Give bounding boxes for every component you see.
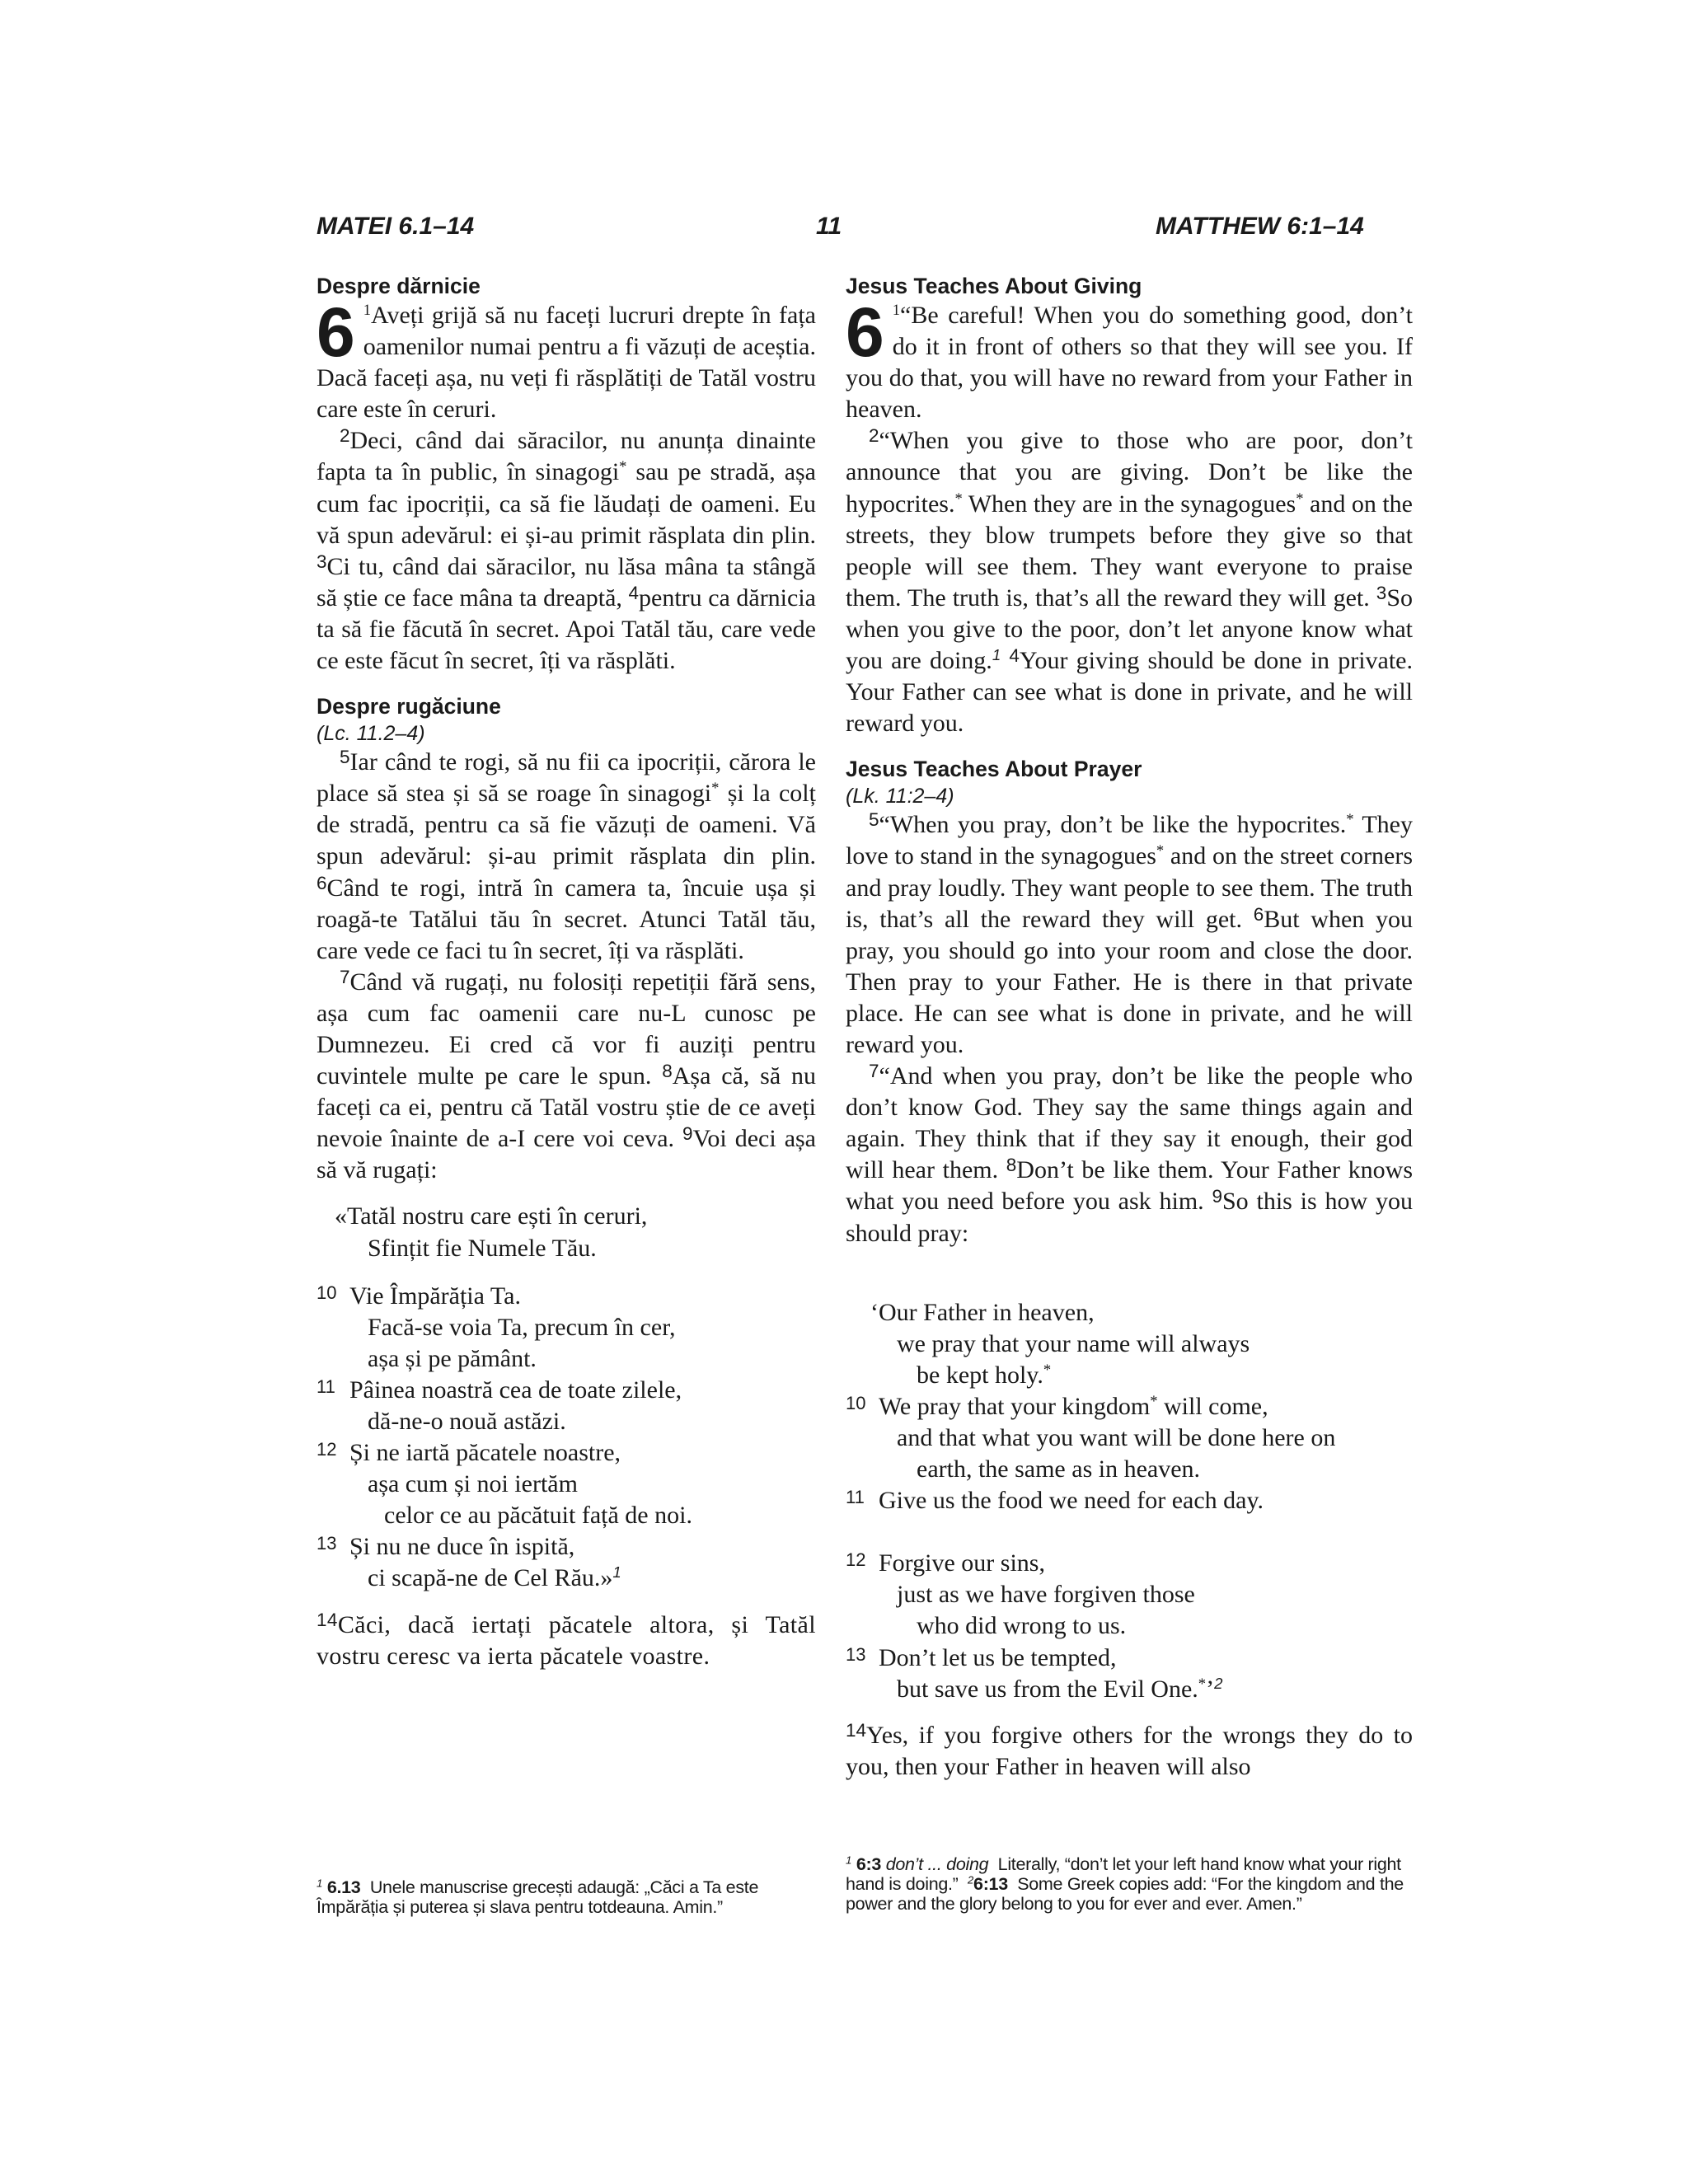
footnote-marker: 1 (846, 1854, 852, 1867)
verse-number: 13 (316, 1533, 337, 1554)
verse-5-6-ro (316, 747, 816, 967)
verse-number: 12 (316, 1439, 337, 1460)
footnote-marker: 1 (992, 645, 1001, 663)
english-column (846, 272, 1413, 1783)
verse-text: Ci tu, când dai săracilor, nu lăsa mâna ta stângă să știe ce face mâna ta dreaptă, (316, 552, 816, 612)
footnote-marker: 2 (967, 1873, 974, 1886)
glossary-mark: * (711, 780, 720, 797)
verse-number: 6 (1253, 903, 1264, 925)
verse-text: So when you give to the poor, don’t let anyone know what you are doing. (846, 583, 1413, 675)
closing-quote: ’ (1206, 1675, 1215, 1703)
prayer-line: Și ne iartă păcatele noastre, (349, 1439, 621, 1467)
verse-number: 2 (869, 425, 879, 447)
prayer-line: Give us the food we need for each day. (879, 1487, 1264, 1515)
prayer-line: who did wrong to us. (917, 1612, 1127, 1640)
section-heading-giving-en: Jesus Teaches About Giving (846, 274, 1142, 298)
page-number: 11 (816, 213, 842, 240)
verse-number: 7 (340, 966, 350, 987)
verse-2-4-en (846, 425, 1413, 739)
prayer-line: be kept holy. (917, 1361, 1043, 1389)
verse-number: 2 (340, 425, 350, 447)
verse-7-9-en (846, 1061, 1413, 1249)
verse-number: 13 (846, 1643, 866, 1665)
glossary-mark: * (1296, 490, 1304, 508)
verse-number: 14 (846, 1719, 867, 1741)
verse-text: “And when you pray, don’t be like the people who don’t know God. They say the same things again and again. They think that if they say it enough, their god will hear them. (846, 1062, 1413, 1184)
verse-number: 8 (662, 1061, 673, 1082)
verse-text: Când te rogi, intră în camera ta, încuie ușa și roagă-te Tatălui tău în secret. Atunci Tatăl tău, care vede ce faci tu în secret, îți va răsplăti. (316, 874, 816, 964)
verse-number: 7 (869, 1061, 879, 1082)
footnote-phrase: don’t ... doing (885, 1854, 989, 1874)
verse-text: Your giving should be done in private. Your Father can see what is done in private, and he will reward you. (846, 647, 1414, 738)
cross-reference-ro: (Lc. 11.2–4) (316, 722, 425, 746)
verse-text: Deci, când dai săracilor, nu anunța dinainte fapta ta în public, în sinagogi (316, 427, 816, 486)
footnote-marker: 2 (1214, 1674, 1223, 1692)
verse-text: Când vă rugați, nu folosiți repetiții fără sens, așa cum fac oamenii care nu-L cunosc pe Dumnezeu. Ei cred că vor fi auziți pentru cuvintele multe pe care le spun. (316, 968, 816, 1090)
prayer-line: will come, (1157, 1392, 1268, 1420)
verse-text: Voi deci așa să vă rugați: (316, 1125, 816, 1184)
prayer-line: but save us from the Evil One. (897, 1675, 1198, 1703)
section-heading-prayer-ro: Despre rugăciune (316, 694, 501, 719)
verse-number: 5 (869, 809, 879, 831)
verse-text: When they are in the synagogues (962, 490, 1296, 518)
verse-number: 3 (316, 551, 327, 572)
footnote-marker: 1 (316, 1877, 323, 1890)
prayer-line: ‘Our Father in heaven, (870, 1298, 1095, 1326)
prayer-line: Forgive our sins, (879, 1549, 1045, 1577)
verse-number: 3 (1376, 582, 1387, 603)
prayer-line: Și nu ne duce în ispită, (349, 1533, 575, 1561)
glossary-mark: * (1198, 1675, 1207, 1693)
verse-number: 12 (846, 1549, 866, 1571)
glossary-mark: * (1156, 842, 1165, 860)
verse-number: 1 (363, 301, 372, 319)
verse-number: 5 (340, 747, 350, 768)
verse-2-4-ro (316, 425, 816, 677)
section-heading-giving-ro: Despre dărnicie (316, 274, 481, 298)
chapter-number-ro: 6 (316, 293, 355, 371)
cross-reference-en: (Lk. 11:2–4) (846, 785, 954, 808)
verse-text: Așa că, să nu faceți ca ei, pentru că Tatăl vostru știe de ce aveți nevoie înainte de a-I cere voi ceva. (316, 1062, 816, 1153)
verse-1-ro (316, 293, 816, 425)
verse-text: So this is how you should pray: (846, 1188, 1413, 1247)
prayer-line: așa cum și noi iertăm (368, 1470, 578, 1498)
verse-text: și la colț de stradă, pentru ca să fie văzuți de oameni. Vă spun adevărul: și-au primit răsplata din plin. (316, 780, 816, 870)
prayer-line: «Tatăl nostru care ești în ceruri, (335, 1202, 648, 1230)
verse-text: pentru ca dărnicia ta să fie făcută în secret. Apoi Tatăl tău, care vede ce este făcut în secret, îți va răsplăti. (316, 583, 816, 675)
footnote-reference: 6:3 (856, 1854, 881, 1874)
prayer-line: ci scapă-ne de Cel Rău.» (368, 1564, 613, 1592)
verse-number: 11 (846, 1487, 865, 1508)
glossary-mark: * (954, 490, 963, 508)
verse-number: 10 (846, 1392, 866, 1413)
prayer-line: Facă-se voia Ta, precum în cer, (368, 1313, 676, 1341)
running-head-right: MATTHEW 6:1–14 (1156, 213, 1364, 240)
verse-text: “When you give to those who are poor, don’t announce that you are giving. Don’t be like the hypocrites. (846, 427, 1413, 518)
verse-number: 4 (1009, 645, 1020, 667)
prayer-line: Pâinea noastră cea de toate zilele, (349, 1376, 682, 1404)
section-heading-prayer-en: Jesus Teaches About Prayer (846, 757, 1142, 782)
verse-text: and on the street corners and pray loudly. They want people to see them. The truth is, that’s all the reward they will get. (846, 842, 1414, 933)
verse-text: Căci, dacă iertați păcatele altora, și Tatăl vostru ceresc va ierta păcatele voastre. (316, 1610, 816, 1670)
prayer-line: earth, the same as in heaven. (917, 1455, 1201, 1483)
verse-number: 14 (316, 1609, 338, 1630)
footnote-text: Literally, “don’t let your left hand know what your right hand is doing.” (846, 1854, 1401, 1894)
footnote-reference: 6:13 (973, 1874, 1008, 1894)
verse-14-ro (316, 1610, 816, 1672)
glossary-mark: * (1043, 1361, 1052, 1379)
romanian-column (316, 272, 816, 1672)
verse-number: 8 (1006, 1155, 1017, 1176)
footnote-ro (316, 1877, 816, 1917)
verse-text: sau pe stradă, așa cum fac ipocriții, ca să fie lăudați de oameni. Eu vă spun adevărul: ei și-au primit răsplata din plin. (316, 458, 817, 549)
verse-number: 4 (628, 582, 639, 603)
verse-number: 9 (1212, 1186, 1222, 1207)
lords-prayer-en (846, 1297, 1413, 1705)
prayer-line: We pray that your kingdom (879, 1392, 1151, 1420)
prayer-line: așa și pe pământ. (368, 1344, 537, 1372)
prayer-line: just as we have forgiven those (897, 1581, 1195, 1609)
verse-text: But when you pray, you should go into your room and close the door. Then pray to your Father. He is there in that private place. He can see what is done in private, and he will reward you. (846, 905, 1413, 1058)
lords-prayer-ro (316, 1201, 816, 1594)
verse-1-en (846, 293, 1413, 425)
prayer-line: dă-ne-o nouă astăzi. (368, 1408, 566, 1435)
verse-7-9-ro (316, 967, 816, 1187)
footnote-text: Some Greek copies add: “For the kingdom and the power and the glory belong to you for ever and ever. Amen.” (846, 1874, 1404, 1914)
verse-text: Yes, if you forgive others for the wrongs they do to you, then your Father in heaven will also (846, 1721, 1413, 1780)
prayer-line: we pray that your name will always (897, 1329, 1250, 1357)
prayer-line: celor ce au păcătuit față de noi. (384, 1502, 692, 1530)
prayer-line: and that what you want will be done here on (897, 1424, 1336, 1451)
verse-14-en (846, 1720, 1413, 1783)
verse-text: Don’t be like them. Your Father knows what you need before you ask him. (846, 1156, 1413, 1216)
glossary-mark: * (1346, 811, 1354, 829)
footnote-reference: 6.13 (326, 1877, 361, 1897)
verse-text: and on the streets, they blow trumpets before they give so that people will see them. They want everyone to praise them. The truth is, that’s all the reward they will get. (846, 490, 1413, 612)
verse-number: 10 (316, 1282, 337, 1303)
prayer-line: Sfințit fie Numele Tău. (368, 1234, 597, 1262)
verse-number: 11 (316, 1376, 335, 1397)
footnotes-en (846, 1854, 1413, 1914)
chapter-number-en: 6 (846, 293, 884, 371)
verse-number: 1 (892, 301, 901, 319)
verse-text: “When you pray, don’t be like the hypocrites. (879, 811, 1347, 839)
glossary-mark: * (1150, 1392, 1158, 1410)
verse-number: 9 (682, 1123, 693, 1145)
verse-text: “Be careful! When you do something good, don’t do it in front of others so that they will see you. If you do that, you will have no reward from your Father in heaven. (846, 302, 1413, 424)
verse-number: 6 (316, 872, 327, 893)
verse-text: They love to stand in the synagogues (846, 811, 1413, 870)
prayer-line: Don’t let us be tempted, (879, 1643, 1117, 1671)
verse-text: Iar când te rogi, să nu fii ca ipocriții, cărora le place să stea și să se roage în sinagogi (316, 748, 816, 808)
verse-5-6-en (846, 809, 1413, 1061)
footnote-text: Unele manuscrise grecești adaugă: „Căci a Ta este Împărăția și puterea și slava pentru totdeauna. Amin.” (316, 1877, 759, 1917)
prayer-line: Vie Împărăția Ta. (349, 1282, 521, 1310)
footnote-marker: 1 (612, 1563, 621, 1582)
glossary-mark: * (619, 458, 627, 476)
running-head-left: MATEI 6.1–14 (316, 213, 475, 240)
verse-text: Aveți grijă să nu faceți lucruri drepte în fața oamenilor numai pentru a fi văzuți de aceștia. Dacă faceți așa, nu veți fi răsplătiți de Tatăl vostru care este în ceruri. (316, 302, 816, 424)
